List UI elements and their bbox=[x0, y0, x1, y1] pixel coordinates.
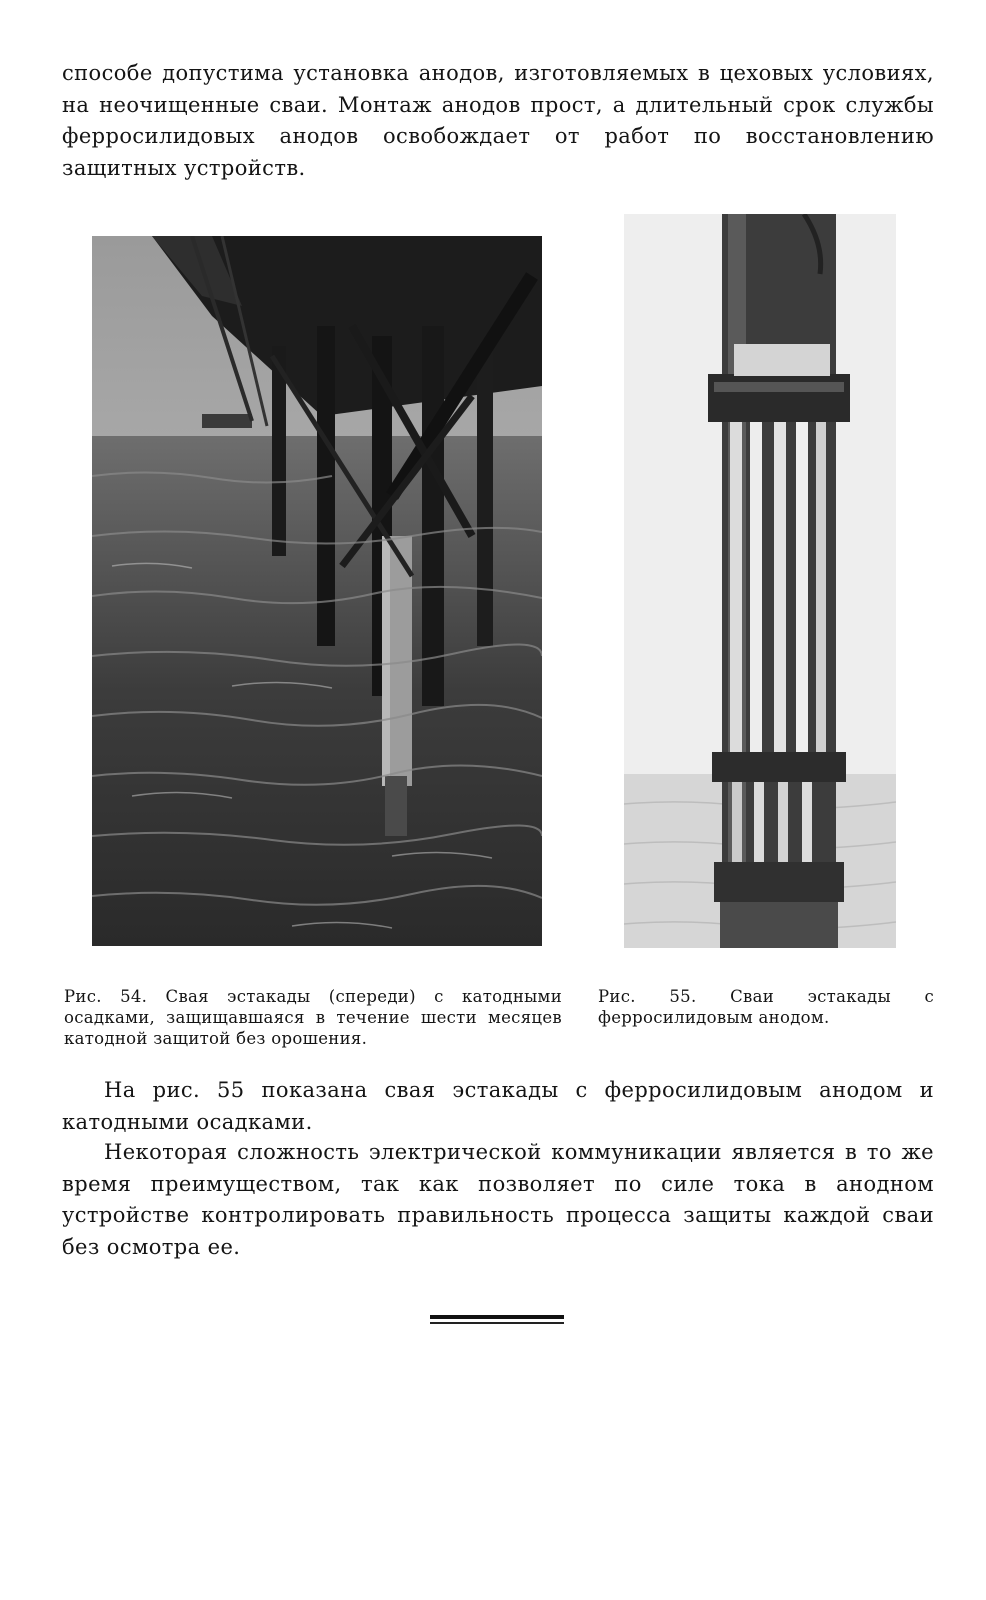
figure-54-photo bbox=[92, 236, 542, 946]
figure-55-caption: Рис. 55. Сваи эстакады с ферросилидовым анодом. bbox=[598, 987, 934, 1027]
body-paragraph: Некоторая сложность электрической коммуникации является в то же время преимуществом, так как позволяет по силе тока в анодном устройстве контролировать правильность процесса защиты каждой сваи без осмотра ее. bbox=[62, 1140, 934, 1259]
end-rule-thin bbox=[430, 1322, 564, 1324]
figure-54-caption: Рис. 54. Свая эстакады (спереди) с катодными осадками, защищавшаяся в течение шести месяцев катодной защитой без орошения. bbox=[64, 987, 562, 1048]
body-paragraph: На рис. 55 показана свая эстакады с ферросилидовым анодом и катодными осадками. bbox=[62, 1078, 934, 1134]
figure-55-photo bbox=[624, 214, 896, 948]
intro-paragraph: способе допустима установка анодов, изготовляемых в цеховых условиях, на неочищенные сваи. Монтаж анодов прост, а длительный срок службы ферросилидовых анодов освобождает от работ по восстановлению защитных устройств. bbox=[62, 61, 934, 180]
end-rule bbox=[430, 1315, 564, 1319]
